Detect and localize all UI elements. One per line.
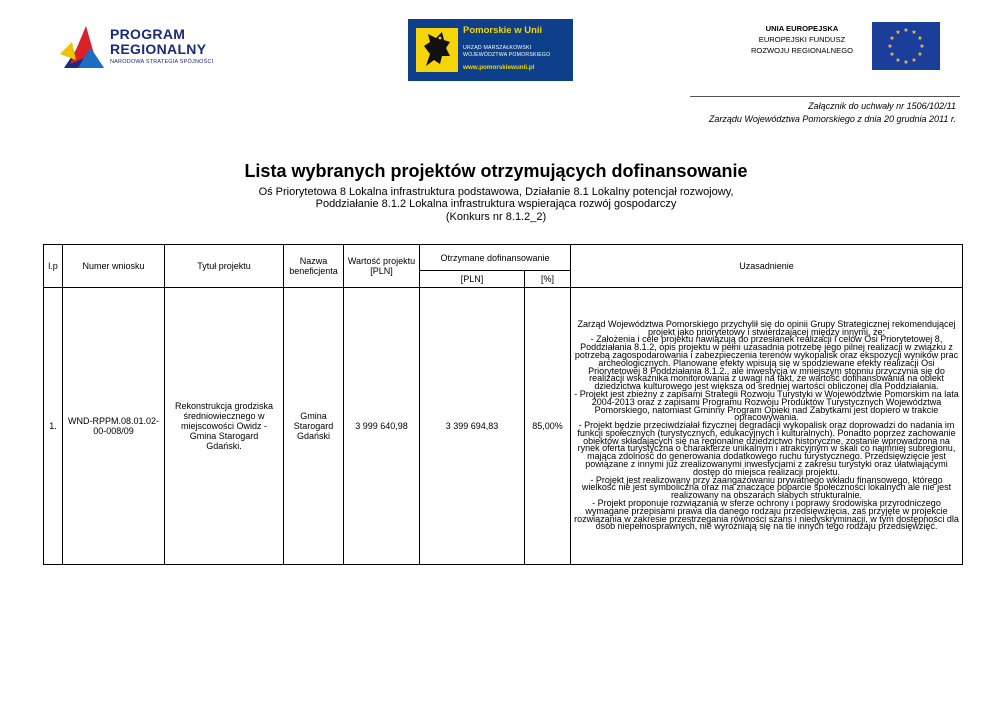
eu-logo (738, 22, 938, 72)
program-regionalny-emblem-icon (60, 24, 106, 70)
cell-funding-pln: 3 399 694,83 (420, 288, 525, 565)
cell-beneficiary-line: Starogard (293, 421, 334, 431)
header-beneficiary-line2: beneficjenta (289, 266, 338, 276)
table-row (44, 288, 963, 565)
justification-paragraph: - Założenia i cele projektu nawiązują do przesłanek realizacji i celów Osi Priorytetowej 8, Poddziałania 8.1.2, opis projektu w pełni uzasadnia potrzebę jego pilnej realizacji w związku z potrzebą zagospodarowania i zabezpieczenia terenów wykopalisk oraz ekspozycji wyników prac archeologicznych. Planowane efekty wpisują się w spodziewane efekty realizacji Osi Priorytetowej 8 Poddziałania 8.1.2., ale inwestycja w mniejszym stopniu przyczynia się do realizacji wskaźnika monitorowania z uwagi na fakt, że wartość dofinansowania na obiekt dziedzictwa kulturowego jest większa od średniej wartości obliczonej dla Poddziałania. (574, 334, 959, 392)
header-beneficiary (284, 245, 344, 288)
eu-flag-icon (872, 22, 940, 70)
cell-title-line: średniowiecznego w (183, 411, 265, 421)
pomorskie-logo-sub2: WOJEWÓDZTWA POMORSKIEGO (463, 52, 551, 58)
pomorskie-logo-url: www.pomorskiewunii.pl (463, 64, 535, 71)
header-value-line1: Wartość projektu (347, 256, 416, 266)
justification-paragraph: Zarząd Województwa Pomorskiego przychylił się do opinii Grupy Strategicznej rekomendującej projekt jako priorytetowy i stwierdzającej między innymi, że: (577, 318, 956, 337)
cell-beneficiary-line: Gmina (300, 411, 327, 421)
svg-text:★: ★ (911, 29, 917, 36)
document-subtitle-1: Oś Priorytetowa 8 Lokalna infrastruktura podstawowa, Działanie 8.1 Lokalny potencjał rozwojowy, (258, 186, 734, 198)
cell-beneficiary (284, 288, 344, 565)
svg-text:★: ★ (917, 35, 923, 42)
justification-paragraph: - Projekt będzie przeciwdziałał fizycznej degradacji wykopalisk oraz doprowadzi do nadania im funkcji społecznych (turystycznych, edukacyjnych i kulturalnych). Ponadto poprzez zachowanie obiektów składających się na regionalne dziedzictwo historyczne, zostanie wprowadzona na rynek oferta turystyczna o charakterze unikalnym i atrakcyjnym w skali co najmniej subregionu, mająca zdolność do generowania dodatkowego ruchu turystycznego. Przedsięwzięcie jest powiązane z innymi już zrealizowanymi inwestycjami z zakresu turystyki oraz ułatwiającymi dostęp do miejsca realizacji projektu. (577, 420, 956, 477)
program-regionalny-logo (60, 22, 232, 80)
svg-text:★: ★ (903, 27, 909, 34)
justification-paragraph: - Projekt jest realizowany przy zaangażowaniu prywatnego wkładu finansowego, którego wielkość nie jest symboliczna oraz ma znaczące poparcie społeczności lokalnych ale nie jest realizowany na obszarach słabych strukturalnie. (581, 474, 952, 501)
header-beneficiary-line1: Nazwa (299, 256, 328, 266)
svg-text:★: ★ (917, 51, 923, 58)
svg-text:★: ★ (887, 43, 893, 50)
cell-justification (571, 288, 963, 565)
cell-title-line: miejscowości Owidz - (180, 421, 267, 431)
cell-number-line1: WND-RPPM.08.01.02- (67, 416, 160, 426)
header-funding-pln: [PLN] (420, 271, 525, 288)
document-title: Lista wybranych projektów otrzymujących dofinansowanie (244, 161, 748, 181)
header-divider (690, 96, 960, 97)
document-subtitle-2: Poddziałanie 8.1.2 Lokalna infrastruktura wspierająca rozwój gospodarczy (315, 198, 677, 210)
projects-table (43, 244, 963, 565)
eu-logo-line2: EUROPEJSKI FUNDUSZ (758, 35, 846, 44)
cell-funding-pct: 85,00% (525, 288, 571, 565)
cell-value: 3 999 640,98 (344, 288, 420, 565)
cell-title-line: Gdański. (206, 441, 242, 451)
svg-text:★: ★ (889, 35, 895, 42)
program-logo-line1: PROGRAM (110, 26, 186, 42)
eu-logo-line3: ROZWOJU REGIONALNEGO (750, 46, 854, 55)
header-value (344, 245, 420, 288)
svg-text:★: ★ (911, 57, 917, 64)
griffin-emblem-icon (416, 28, 458, 72)
table-header-row (44, 245, 963, 271)
cell-number (63, 288, 165, 565)
svg-text:★: ★ (895, 57, 901, 64)
svg-text:★: ★ (895, 29, 901, 36)
cell-number-line2: 00-008/09 (93, 426, 134, 436)
svg-text:★: ★ (889, 51, 895, 58)
program-logo-sub: NARODOWA STRATEGIA SPÓJNOŚCI (110, 59, 214, 65)
header-funding-pct: [%] (525, 271, 571, 288)
header-justification: Uzasadnienie (571, 245, 963, 288)
cell-lp: 1. (44, 288, 63, 565)
header-funding: Otrzymane dofinansowanie (420, 245, 571, 271)
svg-text:★: ★ (919, 43, 925, 50)
svg-text:★: ★ (903, 59, 909, 66)
header-value-line2: [PLN] (370, 266, 393, 276)
annex-line2: Zarządu Województwa Pomorskiego z dnia 20 grudnia 2011 r. (708, 114, 956, 124)
cell-title (165, 288, 284, 565)
cell-beneficiary-line: Gdański (296, 431, 331, 441)
cell-title-line: Rekonstrukcja grodziska (174, 401, 274, 411)
annex-line1: Załącznik do uchwały nr 1506/102/11 (808, 101, 956, 111)
header-title: Tytuł projektu (165, 245, 284, 288)
justification-paragraph: - Projekt proponuje rozwiązania w sferze ochrony i poprawy środowiska przyrodniczego wymagane przepisami prawa dla danego rodzaju przedsięwzięcia, zaś przyjęte w projekcie rozwiązania w zakresie przestrzegania równości szans i niedyskryminacji, w tym dostępności dla osób niepełnosprawnych, nie wyróżniają się na tle innych tego rodzaju przedsięwzięć. (574, 498, 959, 532)
eu-logo-line1: UNIA EUROPEJSKA (765, 24, 839, 33)
program-logo-line2: REGIONALNY (110, 41, 207, 57)
document-subtitle-3: (Konkurs nr 8.1.2_2) (445, 211, 547, 223)
header-number: Numer wniosku (63, 245, 165, 288)
justification-paragraph: - Projekt jest zbieżny z zapisami Strategii Rozwoju Turystyki w Województwie Pomorskim na lata 2004-2013 oraz z zapisami Programu Rozwoju Produktów Turystycznych Województwa Pomorskiego, natomiast Gminny Program Opieki nad Zabytkami jest dopiero w trakcie opracowywania. (574, 388, 959, 423)
header-lp: l.p (44, 245, 63, 288)
pomorskie-logo-sub1: URZĄD MARSZAŁKOWSKI (463, 45, 532, 51)
cell-title-line: Gmina Starogard (189, 431, 259, 441)
pomorskie-w-unii-logo (408, 19, 573, 81)
pomorskie-logo-title: Pomorskie w Unii (463, 25, 543, 36)
